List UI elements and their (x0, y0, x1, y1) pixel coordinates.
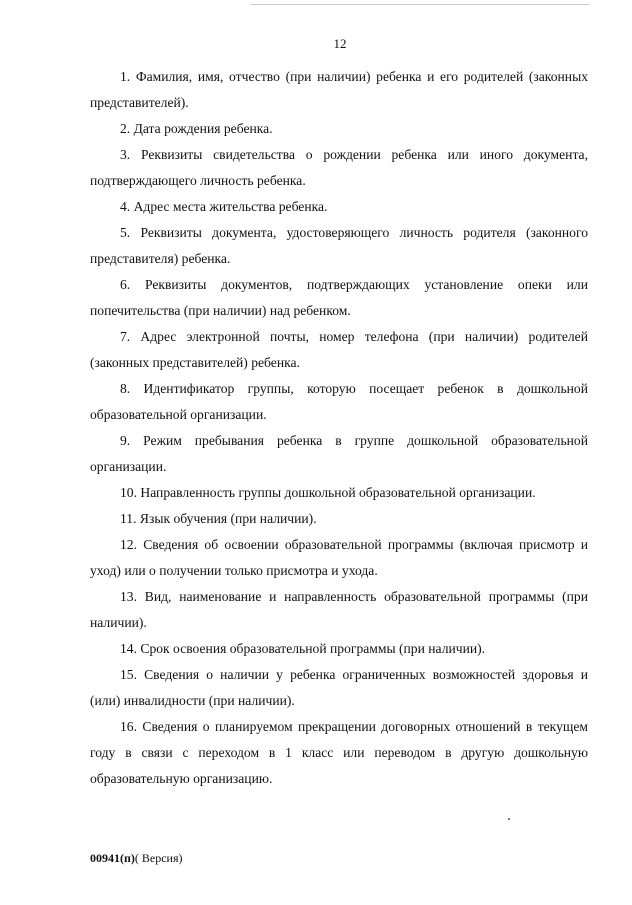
list-item: 9. Режим пребывания ребенка в группе дошкольной образовательной организации. (90, 433, 588, 474)
list-item: 2. Дата рождения ребенка. (120, 121, 273, 136)
list-item: 11. Язык обучения (при наличии). (120, 511, 317, 526)
list-item: 8. Идентификатор группы, которую посещает ребенок в дошкольной образовательной организации. (90, 381, 588, 422)
data-items-list (90, 64, 588, 792)
scan-speck (508, 818, 510, 820)
list-item: 10. Направленность группы дошкольной образовательной организации. (120, 485, 536, 500)
list-item: 5. Реквизиты документа, удостоверяющего личность родителя (законного представителя) ребенка. (90, 225, 588, 266)
document-version: ( Версия) (134, 851, 183, 865)
list-item: 12. Сведения об освоении образовательной программы (включая присмотр и уход) или о получении только присмотра и ухода. (90, 537, 588, 578)
document-code: 00941(п) (90, 851, 135, 865)
list-item: 4. Адрес места жительства ребенка. (120, 199, 328, 214)
scan-edge-line (250, 4, 590, 5)
list-item: 13. Вид, наименование и направленность образовательной программы (при наличии). (90, 589, 588, 630)
page-number: 12 (333, 36, 347, 51)
list-item: 16. Сведения о планируемом прекращении договорных отношений в текущем году в связи с переходом в 1 класс или переводом в другую дошкольную образовательную организацию. (90, 719, 588, 786)
list-item: 7. Адрес электронной почты, номер телефона (при наличии) родителей (законных представителей) ребенка. (90, 329, 588, 370)
list-item: 14. Срок освоения образовательной программы (при наличии). (120, 641, 486, 656)
list-item: 15. Сведения о наличии у ребенка ограниченных возможностей здоровья и (или) инвалидности (при наличии). (90, 667, 588, 708)
list-item: 3. Реквизиты свидетельства о рождении ребенка или иного документа, подтверждающего личность ребенка. (90, 147, 588, 188)
list-item: 1. Фамилия, имя, отчество (при наличии) ребенка и его родителей (законных представителей). (90, 69, 588, 110)
list-item: 6. Реквизиты документов, подтверждающих установление опеки или попечительства (при наличии) над ребенком. (90, 277, 588, 318)
document-footer (90, 851, 183, 866)
